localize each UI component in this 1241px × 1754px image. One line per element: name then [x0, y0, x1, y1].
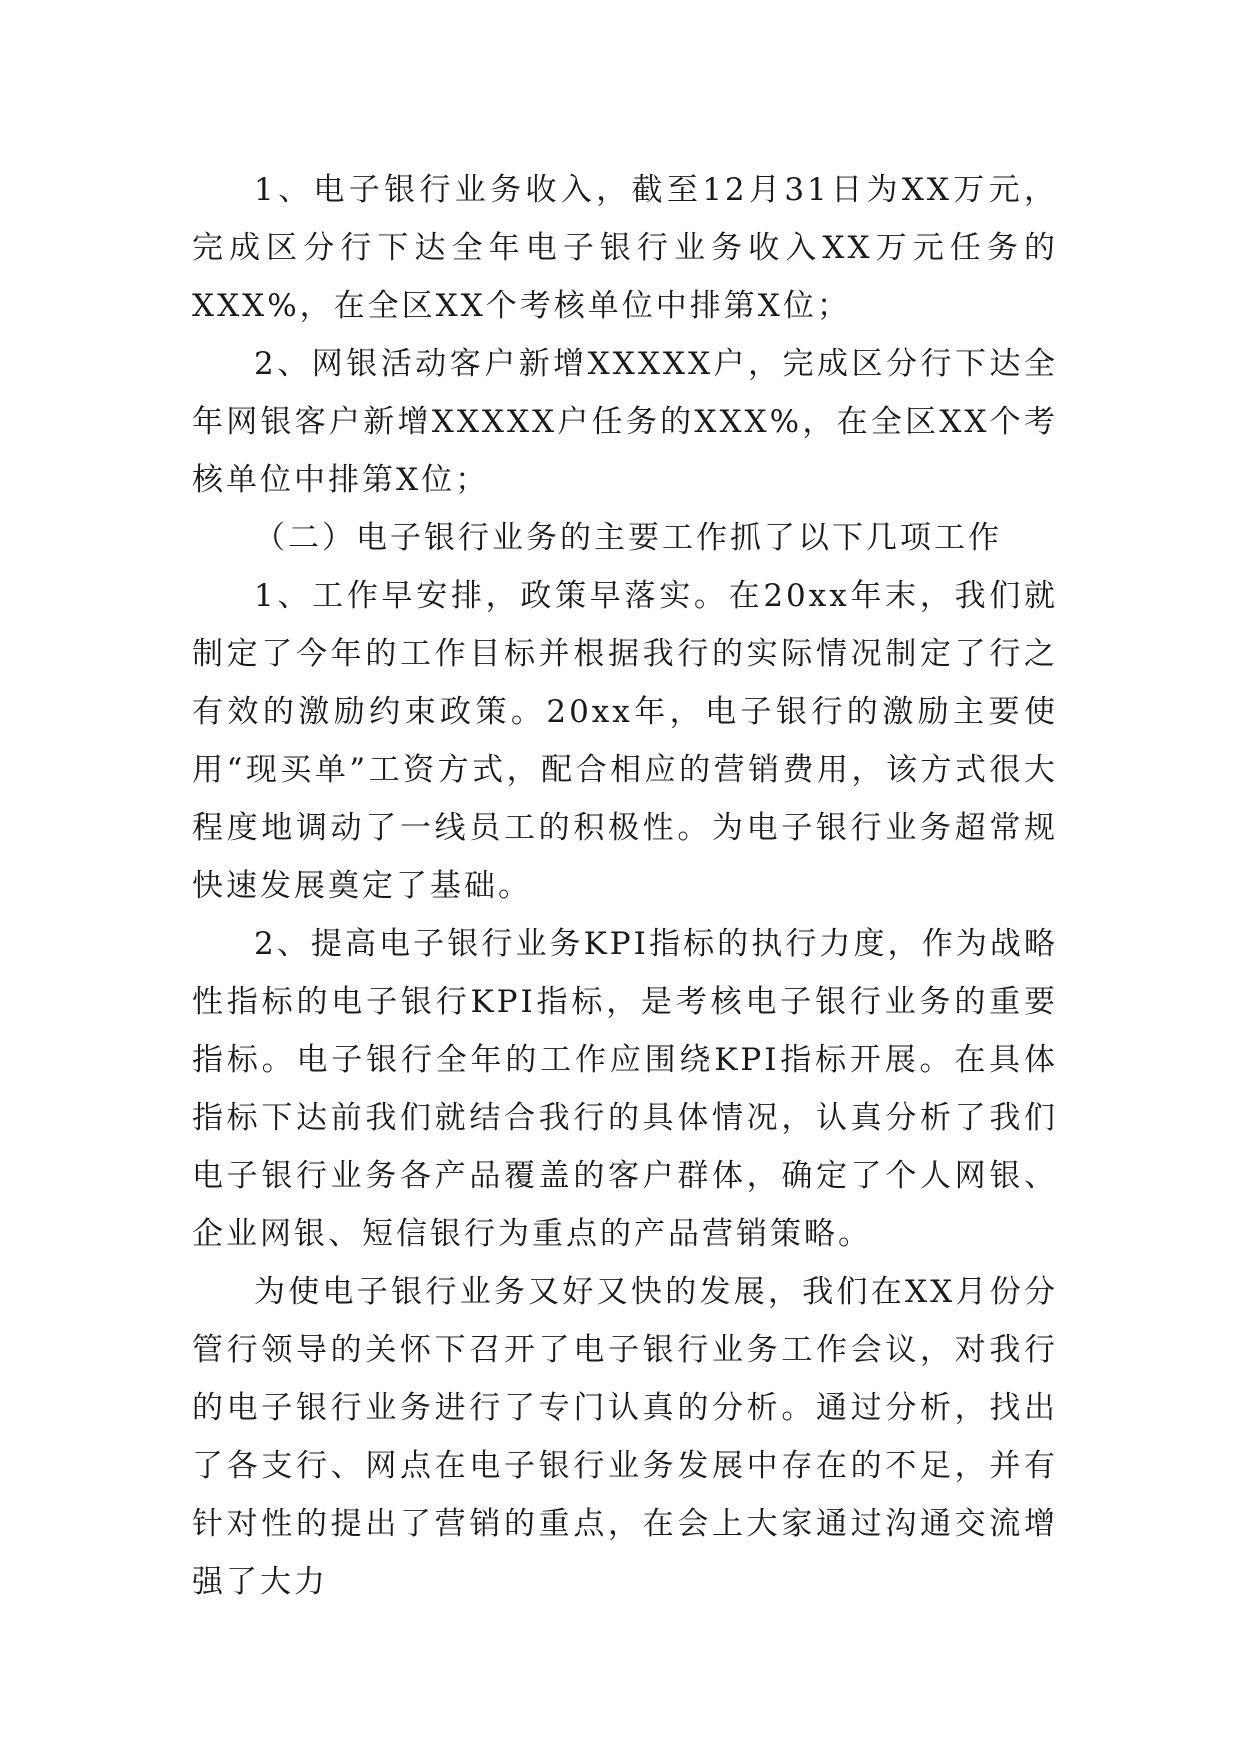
paragraph-meeting: 为使电子银行业务又好又快的发展，我们在XX月份分管行领导的关怀下召开了电子银行业务工作会议，对我行的电子银行业务进行了专门认真的分析。通过分析，找出了各支行、网点在电子银行业务发展中存在的不足，并有针对性的提出了营销的重点，在会上大家通过沟通交流增强了大力: [192, 1274, 1058, 1600]
paragraph-kpi: 2、提高电子银行业务KPI指标的执行力度，作为战略性指标的电子银行KPI指标，是考核电子银行业务的重要指标。电子银行全年的工作应围绕KPI指标开展。在具体指标下达前我们就结合我行的具体情况，认真分析了我们电子银行业务各产品覆盖的客户群体，确定了个人网银、企业网银、短信银行为重点的产品营销策略。: [192, 926, 1058, 1252]
paragraph-early-arrangement: 1、工作早安排，政策早落实。在20xx年末，我们就制定了今年的工作目标并根据我行的实际情况制定了行之有效的激励约束政策。20xx年，电子银行的激励主要使用“现买单”工资方式，配合相应的营销费用，该方式很大程度地调动了一线员工的积极性。为电子银行业务超常规快速发展奠定了基础。: [192, 578, 1058, 904]
paragraph-new-customers: 2、网银活动客户新增XXXXX户，完成区分行下达全年网银客户新增XXXXX户任务的XXX%，在全区XX个考核单位中排第X位；: [192, 346, 1058, 498]
section-heading: （二）电子银行业务的主要工作抓了以下几项工作: [254, 520, 1002, 556]
paragraph-income: 1、电子银行业务收入，截至12月31日为XX万元，完成区分行下达全年电子银行业务收入XX万元任务的XXX%，在全区XX个考核单位中排第X位；: [192, 172, 1058, 324]
document-body: [192, 161, 1058, 1611]
